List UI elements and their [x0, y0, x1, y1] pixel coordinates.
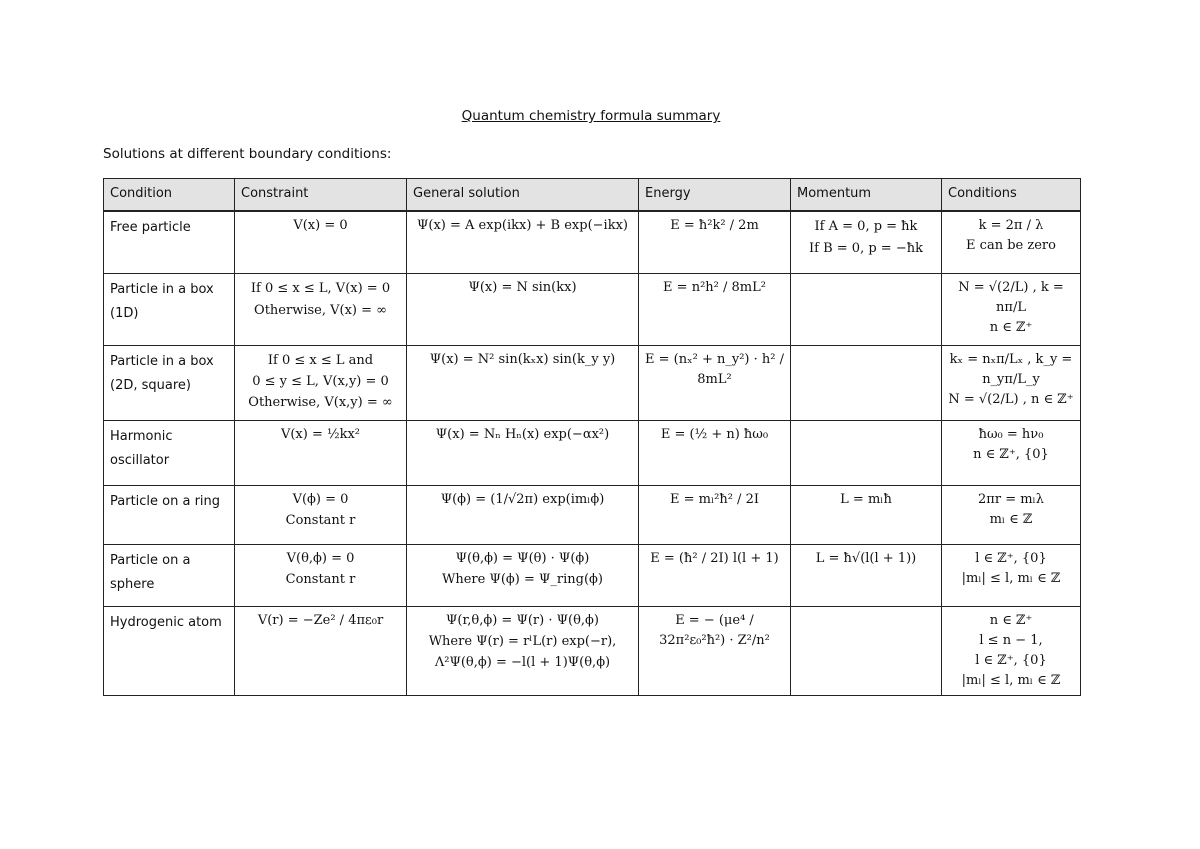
constraint-formula: V(r) = −Ze² / 4πε₀r — [257, 613, 384, 628]
header-cell: Conditions — [942, 179, 1081, 212]
constraint-cell — [235, 211, 407, 274]
momentum-cell — [791, 346, 942, 421]
table-row — [104, 346, 1081, 421]
energy-cell — [639, 607, 791, 696]
constraint-formula: Otherwise, V(x,y) = ∞ — [248, 395, 393, 410]
constraint-cell — [235, 421, 407, 486]
constraint-formula: If 0 ≤ x ≤ L, V(x) = 0 — [250, 281, 391, 296]
constraint-cell — [235, 607, 407, 696]
header-cell: Condition — [104, 179, 235, 212]
conditions-formula: l ∈ ℤ⁺, {0} — [975, 653, 1047, 668]
solution-cell — [407, 545, 639, 607]
momentum-cell — [791, 486, 942, 545]
solution-cell — [407, 607, 639, 696]
document-title: Quantum chemistry formula summary — [461, 108, 721, 124]
conditions-formula: n ∈ ℤ⁺, {0} — [973, 447, 1049, 462]
energy-cell — [639, 421, 791, 486]
conditions-formula: |mₗ| ≤ l, mₗ ∈ ℤ — [961, 571, 1061, 586]
momentum-formula: L = mₗħ — [840, 492, 892, 507]
solution-formula: Ψ(ϕ) = (1/√2π) exp(imₗϕ) — [440, 492, 605, 507]
table-row — [104, 211, 1081, 274]
energy-cell — [639, 211, 791, 274]
header-cell: Energy — [639, 179, 791, 212]
condition-cell: Hydrogenic atom — [104, 607, 235, 696]
energy-formula: E = (nₓ² + n_y²) · h² / 8mL² — [645, 352, 784, 387]
condition-cell: Harmonic oscillator — [104, 421, 235, 486]
energy-formula: E = n²h² / 8mL² — [663, 280, 766, 295]
constraint-formula: V(x) = ½kx² — [280, 427, 361, 442]
conditions-formula: 2πr = mₗλ — [978, 492, 1044, 507]
constraint-cell — [235, 486, 407, 545]
conditions-formula: ħω₀ = hν₀ — [978, 427, 1044, 442]
energy-formula: E = (ħ² / 2I) l(l + 1) — [650, 551, 779, 566]
table-row — [104, 607, 1081, 696]
conditions-formula: n ∈ ℤ⁺ — [989, 613, 1033, 628]
constraint-formula: Otherwise, V(x) = ∞ — [254, 303, 387, 318]
header-cell: Momentum — [791, 179, 942, 212]
momentum-formula: L = ħ√(l(l + 1)) — [815, 551, 917, 566]
table-row — [104, 545, 1081, 607]
momentum-formula: If B = 0, p = −ħk — [809, 241, 923, 256]
condition-cell: Particle on a ring — [104, 486, 235, 545]
momentum-cell — [791, 274, 942, 346]
solution-formula: Ψ(r,θ,ϕ) = Ψ(r) · Ψ(θ,ϕ) — [446, 613, 599, 628]
momentum-cell — [791, 421, 942, 486]
constraint-formula: V(θ,ϕ) = 0 — [286, 551, 355, 566]
energy-cell — [639, 545, 791, 607]
conditions-formula: n ∈ ℤ⁺ — [989, 320, 1033, 335]
condition-cell: Particle in a box (2D, square) — [104, 346, 235, 421]
constraint-formula: If 0 ≤ x ≤ L and — [267, 353, 374, 368]
momentum-cell — [791, 211, 942, 274]
solution-formula: Ψ(x) = N² sin(kₓx) sin(k_y y) — [429, 352, 616, 367]
condition-cell: Free particle — [104, 211, 235, 274]
constraint-formula: Constant r — [285, 513, 356, 528]
conditions-formula: l ≤ n − 1, — [979, 633, 1043, 648]
momentum-formula: If A = 0, p = ħk — [814, 219, 918, 234]
header-cell: Constraint — [235, 179, 407, 212]
table-row — [104, 421, 1081, 486]
energy-formula: E = − (μe⁴ / 32π²ε₀²ħ²) · Z²/n² — [659, 613, 770, 648]
constraint-cell — [235, 346, 407, 421]
constraint-formula: V(ϕ) = 0 — [292, 492, 349, 507]
section-heading: Solutions at different boundary conditions: — [103, 146, 392, 162]
energy-cell — [639, 346, 791, 421]
constraint-formula: V(x) = 0 — [293, 218, 348, 233]
conditions-cell — [942, 274, 1081, 346]
solution-cell — [407, 274, 639, 346]
solution-formula: Ψ(x) = A exp(ikx) + B exp(−ikx) — [416, 218, 628, 233]
conditions-formula: l ∈ ℤ⁺, {0} — [975, 551, 1047, 566]
conditions-cell — [942, 346, 1081, 421]
solution-formula: Λ²Ψ(θ,ϕ) = −l(l + 1)Ψ(θ,ϕ) — [434, 655, 611, 670]
header-cell: General solution — [407, 179, 639, 212]
energy-cell — [639, 274, 791, 346]
conditions-formula: |mₗ| ≤ l, mₗ ∈ ℤ — [961, 673, 1061, 688]
solution-cell — [407, 346, 639, 421]
conditions-formula: E can be zero — [966, 238, 1056, 253]
table-row — [104, 274, 1081, 346]
momentum-cell — [791, 545, 942, 607]
solution-formula: Ψ(x) = N sin(kx) — [468, 280, 577, 295]
table-row — [104, 486, 1081, 545]
formula-table — [103, 178, 1081, 696]
conditions-cell — [942, 486, 1081, 545]
conditions-formula: kₓ = nₓπ/Lₓ , k_y = n_yπ/L_y — [949, 352, 1073, 387]
solution-formula: Ψ(θ,ϕ) = Ψ(θ) · Ψ(ϕ) — [455, 551, 590, 566]
energy-formula: E = ħ²k² / 2m — [670, 218, 759, 233]
condition-cell: Particle on a sphere — [104, 545, 235, 607]
constraint-formula: 0 ≤ y ≤ L, V(x,y) = 0 — [252, 374, 389, 389]
conditions-formula: mₗ ∈ ℤ — [989, 512, 1033, 527]
solution-formula: Ψ(x) = Nₙ Hₙ(x) exp(−αx²) — [435, 427, 610, 442]
constraint-cell — [235, 545, 407, 607]
conditions-formula: N = √(2/L) , n ∈ ℤ⁺ — [948, 392, 1074, 407]
solution-formula: Where Ψ(ϕ) = Ψ_ring(ϕ) — [441, 572, 603, 587]
conditions-cell — [942, 421, 1081, 486]
conditions-cell — [942, 545, 1081, 607]
constraint-formula: Constant r — [285, 572, 356, 587]
solution-formula: Where Ψ(r) = rˡL(r) exp(−r), — [428, 634, 617, 649]
conditions-formula: N = √(2/L) , k = nπ/L — [958, 280, 1064, 315]
header-row — [104, 179, 1081, 212]
solution-cell — [407, 421, 639, 486]
constraint-cell — [235, 274, 407, 346]
condition-cell: Particle in a box (1D) — [104, 274, 235, 346]
momentum-cell — [791, 607, 942, 696]
conditions-cell — [942, 211, 1081, 274]
energy-formula: E = mₗ²ħ² / 2I — [670, 492, 759, 507]
energy-cell — [639, 486, 791, 545]
conditions-formula: k = 2π / λ — [978, 218, 1044, 233]
solution-cell — [407, 486, 639, 545]
energy-formula: E = (½ + n) ħω₀ — [660, 427, 769, 442]
conditions-cell — [942, 607, 1081, 696]
solution-cell — [407, 211, 639, 274]
